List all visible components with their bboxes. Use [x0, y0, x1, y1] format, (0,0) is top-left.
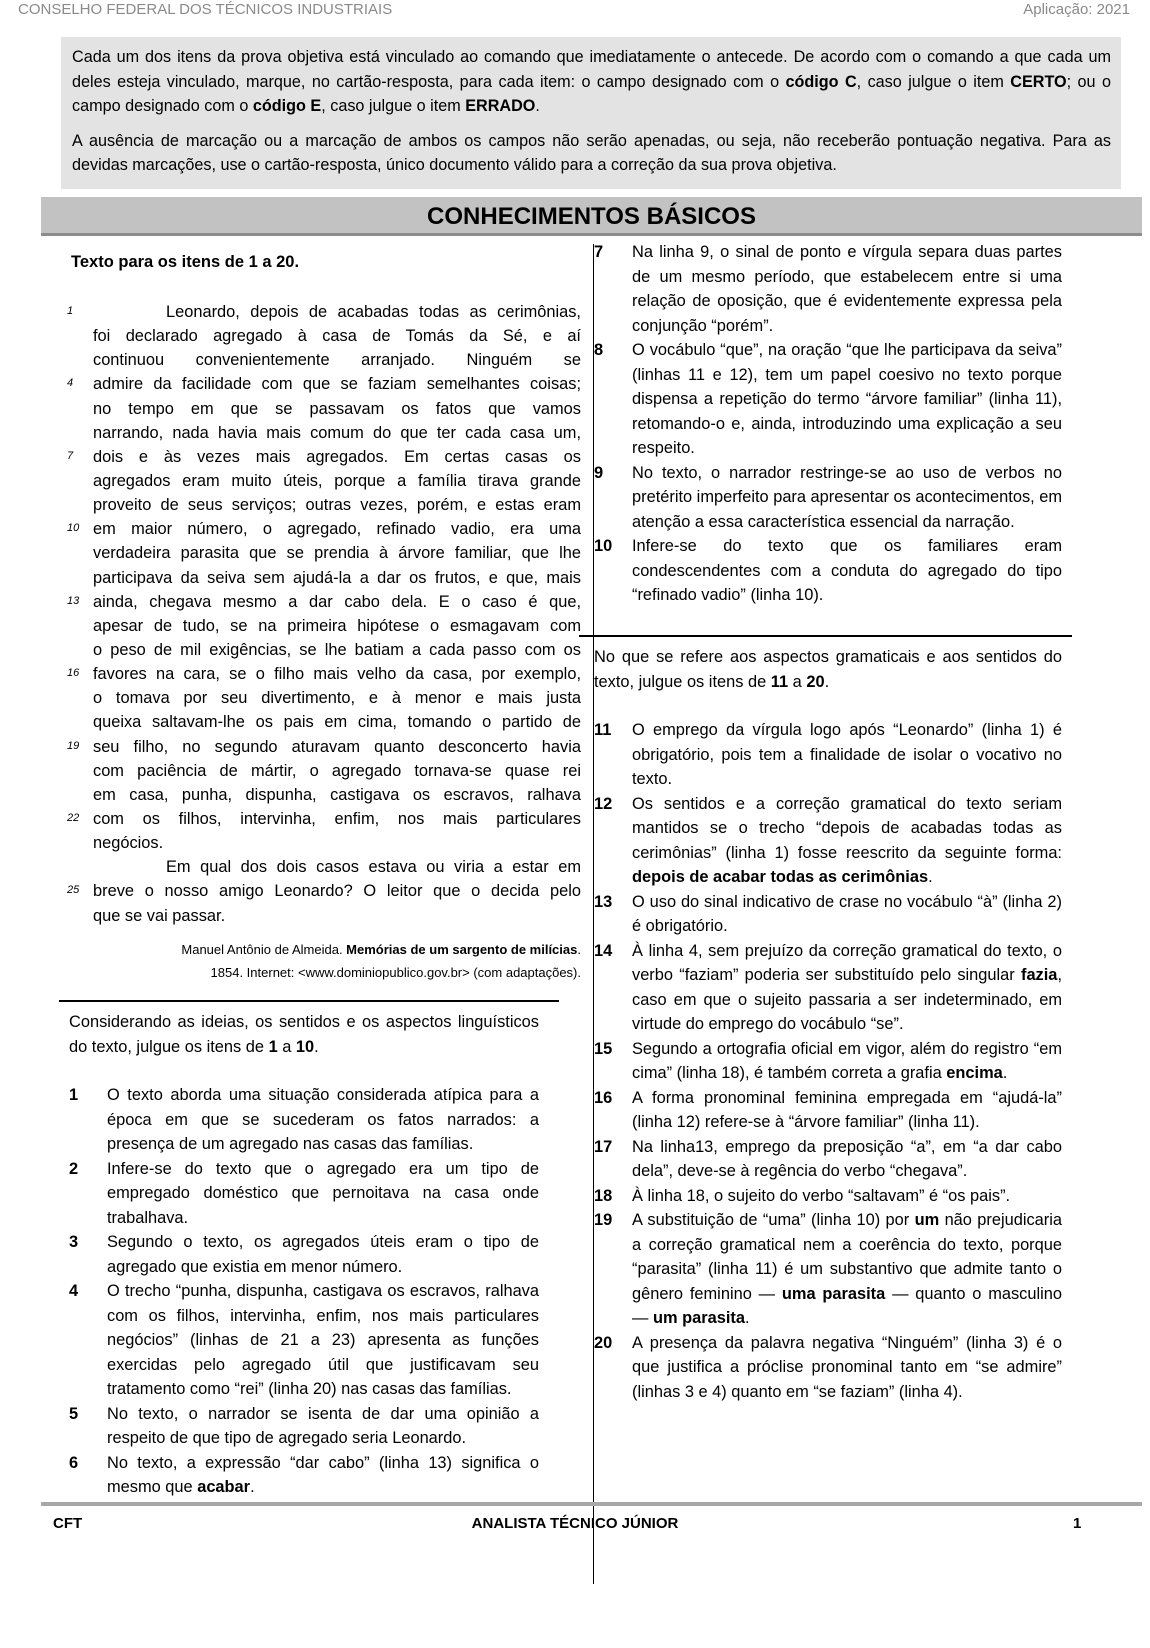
text-segment: A forma pronominal feminina empregada em “ajudá-la” (linha 12) refere-se à “árvore familiar” (linha 11). [632, 1088, 1062, 1131]
intro-items-1-10 [69, 1010, 539, 1059]
passage-line [67, 662, 581, 686]
left-questions [69, 1010, 539, 1500]
bold-text: um parasita [652, 1309, 745, 1327]
line-number: 10 [67, 522, 80, 535]
line-text: narrando, nada havia mais comum do que ter cada casa um, [93, 423, 581, 442]
question-item-5 [69, 1402, 539, 1451]
passage-line [71, 614, 581, 638]
bold-text: fazia [1020, 966, 1058, 984]
item-text [69, 1451, 539, 1500]
line-number: 4 [67, 377, 74, 390]
passage-line [67, 590, 581, 614]
text-segment: , caso julgue o item [321, 97, 466, 115]
line-text: breve o nosso amigo Leonardo? O leitor que o decida pelo [93, 882, 581, 901]
bold-text: encima [946, 1064, 1003, 1082]
text-segment: O emprego da vírgula logo após “Leonardo” (linha 1) é obrigatório, pois tem a finalidade de isolar o vocativo no texto. [632, 721, 1062, 788]
item-number: 19 [594, 1211, 613, 1229]
item-number: 11 [594, 721, 612, 739]
passage-line [71, 638, 581, 662]
text-segment: No que se refere aos aspectos gramaticais e aos sentidos do texto, julgue os itens de [594, 648, 1062, 691]
item-text [594, 792, 1062, 890]
item-number: 8 [594, 341, 604, 359]
separator-rule-right [579, 635, 1072, 637]
intro-items-11-20 [594, 645, 1062, 694]
text-segment: À linha 18, o sujeito do verbo “saltavam” é “os pais”. [632, 1186, 1011, 1205]
text-segment: O trecho “punha, dispunha, castigava os escravos, ralhava com os filhos, intervinha, enfim, nos mais particulares negócios” (linhas de 21 a 23) apresenta as funções exercidas pelo agregado útil que justificavam seu tratamento como “rei” (linha 20) nas casas das famílias. [107, 1282, 539, 1398]
source-line-2: 1854. Internet: <www.dominiopublico.gov.br> (com adaptações). [210, 965, 581, 980]
bold-text: 10 [295, 1037, 315, 1056]
passage-line [71, 710, 581, 734]
item-text [69, 1279, 539, 1402]
question-item-4 [69, 1279, 539, 1402]
text-segment: Segundo o texto, os agregados úteis eram o tipo de agregado que existia em menor número. [107, 1233, 539, 1276]
item-number: 17 [594, 1137, 613, 1156]
separator-rule [59, 1000, 559, 1002]
passage-line [67, 807, 581, 831]
item-number: 2 [69, 1159, 79, 1178]
line-number: 25 [67, 884, 80, 897]
passage-line [71, 348, 581, 372]
text-segment: , caso julgue o item [856, 72, 1011, 91]
item-number: 9 [594, 463, 604, 482]
text-segment: . [1002, 1064, 1008, 1082]
text-segment: No texto, o narrador restringe-se ao uso de verbos no pretérito imperfeito para apresentar os acontecimentos, em atenção a essa característica essencial da narração. [632, 463, 1063, 531]
passage-line [71, 759, 581, 783]
passage-line [67, 372, 581, 396]
text-segment: O vocábulo “que”, na oração “que lhe participava da seiva” (linhas 11 e 12), tem um papel coesivo no texto porque dispensa a repetição do termo “árvore familiar” (linha 11), retomando-o e, ainda, introduzindo uma explicação a seu respeito. [632, 341, 1062, 457]
bold-text: 20 [806, 672, 825, 691]
text-segment: . [928, 868, 933, 886]
line-number: 22 [67, 811, 80, 824]
item-text [594, 718, 1062, 792]
item-number: 10 [594, 537, 613, 555]
bold-text: 11 [770, 672, 789, 691]
page-header [0, 0, 1150, 22]
item-number: 6 [69, 1453, 79, 1472]
item-text [69, 1402, 539, 1451]
question-item-17 [594, 1135, 1062, 1184]
source-line-1 [71, 938, 581, 961]
item-number: 20 [594, 1333, 613, 1352]
passage-line [71, 421, 581, 445]
text-segment: . [535, 97, 540, 115]
item-text [594, 534, 1062, 608]
item-text [594, 1184, 1062, 1209]
text-segment: . [250, 1478, 255, 1496]
line-text: em casa, punha, dispunha, castigava os escravos, ralhava [93, 785, 581, 804]
text-segment: O texto aborda uma situação considerada atípica para a época em que se sucederam os fatos narrados: a presença de um agregado nas casas das famílias. [107, 1086, 539, 1153]
passage-line [71, 324, 581, 348]
line-text: admire da facilidade com que se faziam semelhantes coisas; [93, 375, 581, 394]
left-column [67, 250, 581, 1496]
text-segment: Cada um dos itens da prova objetiva está vinculado ao comando que imediatamente o antecede. De acordo com o comando a que cada um deles esteja vinculado, marque, no cartão-resposta, para cada item: o campo designado com o [72, 48, 1111, 91]
item-text [69, 1083, 539, 1157]
text-segment: Segundo a ortografia oficial em vigor, além do registro “em cima” (linha 18), é também correta a grafia [632, 1039, 1062, 1082]
passage-line [67, 879, 581, 903]
question-item-14 [594, 939, 1062, 1037]
passage-line [71, 469, 581, 493]
text-segment: Na linha 9, o sinal de ponto e vírgula separa duas partes de um mesmo período, que estabelecem entre si uma relação de oposição, que é evidentemente expressa pela conjunção “porém”. [632, 243, 1062, 335]
text-segment: No texto, a expressão “dar cabo” (linha 13) significa o mesmo que [107, 1453, 539, 1496]
question-item-1 [69, 1083, 539, 1157]
question-item-11 [594, 718, 1062, 792]
bold-text: depois de acabar todas as cerimônias [632, 868, 929, 886]
bold-text: ERRADO [465, 97, 536, 115]
line-text: em maior número, o agregado, refinado vadio, era uma [93, 520, 581, 539]
bold-text: um [914, 1211, 940, 1229]
line-text: favores na cara, se o filho mais velho da casa, por exemplo, [93, 665, 581, 684]
text-segment: À linha 4, sem prejuízo da correção gramatical do texto, o verbo “faziam” poderia ser substituído pelo singular [632, 941, 1062, 984]
text-segment: Infere-se do texto que os familiares eram condescendentes com a conduta do agregado do tipo “refinado vadio” (linha 10). [632, 537, 1062, 604]
line-number: 1 [67, 305, 74, 317]
text-segment: Os sentidos e a correção gramatical do texto seriam mantidos se o trecho “depois de acabadas todas as cerimônias” (linha 1) fosse reescrito da seguinte forma: [632, 794, 1062, 862]
text-segment: A substituição de “uma” (linha 10) por [632, 1211, 915, 1229]
question-item-8 [594, 338, 1062, 461]
text-title: Texto para os itens de 1 a 20. [71, 253, 300, 271]
text-segment: No texto, o narrador se isenta de dar uma opinião a respeito de que tipo de agregado seria Leonardo. [107, 1404, 539, 1447]
text-segment: a [788, 672, 807, 691]
line-number: 19 [67, 739, 80, 752]
item-text [594, 1331, 1062, 1405]
text-segment: . [824, 672, 830, 691]
text-segment: . [314, 1037, 319, 1056]
question-item-20 [594, 1331, 1062, 1405]
item-number: 16 [594, 1088, 613, 1107]
text-segment: O uso do sinal indicativo de crase no vocábulo “à” (linha 2) é obrigatório. [632, 892, 1062, 935]
question-item-7 [594, 240, 1062, 338]
line-text: continuou convenientemente arranjado. Ninguém se [93, 351, 581, 370]
line-text: participava da seiva sem ajudá-la a dar os frutos, e que, mais [93, 568, 581, 587]
passage-text [67, 300, 581, 928]
item-text [594, 1135, 1062, 1184]
passage-line [71, 397, 581, 421]
item-text [594, 939, 1062, 1037]
line-text: seu filho, no segundo aturavam quanto desconcerto havia [93, 737, 581, 756]
question-item-19 [594, 1208, 1062, 1331]
item-text [69, 1230, 539, 1279]
item-text [594, 338, 1062, 461]
item-text [594, 890, 1062, 939]
item-text [69, 1157, 539, 1231]
line-text: queixa saltavam-lhe os pais em cima, tomando o partido de [93, 713, 581, 732]
question-item-2 [69, 1157, 539, 1231]
text-segment: . [744, 1309, 750, 1327]
text-segment: a [277, 1037, 296, 1056]
text-segment: Manuel Antônio de Almeida. [181, 942, 347, 957]
bold-text: código E [252, 97, 322, 115]
question-item-18 [594, 1184, 1062, 1209]
passage-line [71, 855, 581, 879]
item-text [594, 1208, 1062, 1331]
bold-text: CERTO [1010, 72, 1067, 91]
passage-line [71, 831, 581, 855]
instructions-paragraph-1 [72, 45, 1111, 119]
question-item-9 [594, 461, 1062, 535]
passage-line [71, 783, 581, 807]
line-text: Em qual dos dois casos estava ou viria a estar em [166, 858, 581, 877]
item-number: 13 [594, 892, 613, 911]
item-number: 12 [594, 794, 613, 813]
bold-text: 1 [268, 1037, 278, 1056]
line-text: com paciência de mártir, o agregado tornava-se quase rei [93, 761, 581, 780]
item-number: 5 [69, 1404, 79, 1423]
line-text: verdadeira parasita que se prendia à árvore familiar, que lhe [93, 544, 581, 563]
item-number: 18 [594, 1186, 613, 1205]
line-text: o tomava por seu divertimento, e à menor e mais justa [93, 689, 581, 708]
passage-line [67, 517, 581, 541]
footer-role: ANALISTA TÉCNICO JÚNIOR [471, 1515, 679, 1532]
text-segment: — quanto o masculino — [632, 1284, 1062, 1327]
line-text: Leonardo, depois de acabadas todas as cerimônias, [166, 303, 581, 321]
passage-line [67, 445, 581, 469]
text-segment: não prejudicaria a correção gramatical nem a coerência do texto, porque “parasita” (linha 11) é um substantivo que admite tanto o gênero feminino — [632, 1211, 1062, 1303]
line-number: 7 [67, 449, 74, 462]
header-organization: CONSELHO FEDERAL DOS TÉCNICOS INDUSTRIAIS [18, 1, 393, 18]
question-item-13 [594, 890, 1062, 939]
question-item-10 [594, 534, 1062, 608]
line-text: no tempo em que se passavam os fatos que vamos [93, 399, 581, 418]
text-segment: Na linha13, emprego da preposição “a”, em “a dar cabo dela”, deve-se à regência do verbo “chegava”. [632, 1137, 1062, 1180]
item-text [594, 1037, 1062, 1086]
instructions-box [61, 37, 1121, 189]
question-item-3 [69, 1230, 539, 1279]
item-text [594, 240, 1062, 338]
line-text: com os filhos, intervinha, enfim, nos mais particulares [93, 809, 581, 828]
right-questions [594, 645, 1062, 1404]
items-list-left [69, 1083, 539, 1500]
line-text: apesar de tudo, se na primeira hipótese o esmagavam com [93, 616, 581, 635]
section-title: CONHECIMENTOS BÁSICOS [41, 197, 1142, 236]
instructions-paragraph-2: A ausência de marcação ou a marcação de ambos os campos não serão apenadas, ou seja, não receberão pontuação negativa. Para as devidas marcações, use o cartão-resposta, único documento válido para a correção da sua prova objetiva. [72, 131, 1111, 174]
line-text: dois e às vezes mais agregados. Em certas casas os [93, 447, 581, 466]
line-number: 13 [67, 594, 80, 607]
question-item-15 [594, 1037, 1062, 1086]
passage-line [71, 686, 581, 710]
passage-line [71, 493, 581, 517]
line-text: que se vai passar. [93, 906, 226, 925]
passage-line [71, 541, 581, 565]
bold-text: uma parasita [781, 1284, 886, 1303]
bold-text: código C [785, 72, 857, 91]
item-number: 4 [69, 1282, 79, 1300]
items-list-right-a [594, 240, 1062, 608]
item-number: 7 [594, 243, 604, 261]
item-number: 15 [594, 1039, 613, 1058]
text-segment: Considerando as ideias, os sentidos e os aspectos linguísticos do texto, julgue os itens de [69, 1013, 539, 1056]
line-text: foi declarado agregado à casa de Tomás da Sé, e aí [93, 327, 581, 346]
items-list-right-b [594, 718, 1062, 1404]
line-text: ainda, chegava mesmo a dar cabo dela. E o caso é que, [93, 592, 581, 611]
footer-rule [41, 1502, 1142, 1506]
line-text: o peso de mil exigências, se lhe batiam a cada passo com os [93, 640, 581, 659]
text-segment: , caso em que o sujeito passaria a ser indeterminado, em virtude do emprego do vocábulo “se”. [632, 966, 1062, 1033]
passage-source [71, 938, 581, 984]
item-number: 3 [69, 1233, 79, 1251]
text-segment: . [577, 942, 581, 957]
item-text [594, 461, 1062, 535]
question-item-16 [594, 1086, 1062, 1135]
text-segment: ; ou o campo designado com o [72, 72, 1111, 115]
bold-text: Memórias de um sargento de milícias [346, 942, 578, 957]
line-text: negócios. [93, 834, 164, 853]
question-item-12 [594, 792, 1062, 890]
line-number: 16 [67, 667, 80, 680]
item-number: 1 [69, 1086, 79, 1104]
footer-page-number: 1 [1073, 1515, 1082, 1532]
line-text: agregados eram muito úteis, porque a família tirava grande [93, 471, 581, 490]
item-number: 14 [594, 941, 613, 960]
footer-code: CFT [53, 1515, 83, 1532]
line-text: proveito de seus serviços; outras vezes, porém, e estas eram [93, 496, 581, 515]
item-text [594, 1086, 1062, 1135]
question-item-6 [69, 1451, 539, 1500]
header-application-year: Aplicação: 2021 [1023, 1, 1130, 18]
text-segment: Infere-se do texto que o agregado era um tipo de empregado doméstico que pernoitava na casa onde trabalhava. [107, 1159, 539, 1227]
passage-line [71, 566, 581, 590]
text-segment: A presença da palavra negativa “Ninguém” (linha 3) é o que justifica a próclise pronominal tanto em “se admire” (linhas 3 e 4) quanto em “se faziam” (linha 4). [632, 1333, 1062, 1401]
passage-line [71, 904, 581, 928]
passage-line [67, 300, 581, 324]
passage-line [67, 735, 581, 759]
bold-text: acabar [197, 1478, 251, 1496]
